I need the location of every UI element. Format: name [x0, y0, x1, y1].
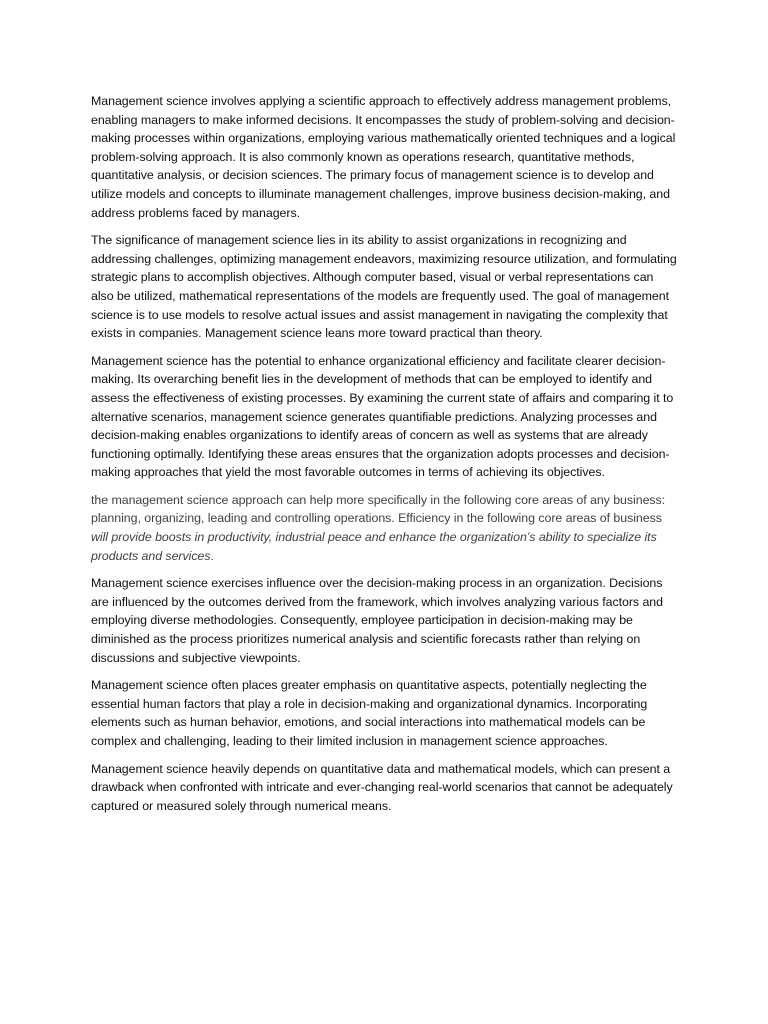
paragraph-core-areas	[91, 491, 679, 565]
paragraph-decision-influence: Management science exercises influence over the decision-making process in an organization. Decisions are influenced by the outcomes derived from the framework, which involves analyzing various factors and employing diverse methodologies. Consequently, employee participation in decision-making may be diminished as the process prioritizes numerical analysis and scientific forecasts rather than relying on discussions and subjective viewpoints.	[91, 576, 663, 665]
paragraph-quantitative-drawback: Management science heavily depends on quantitative data and mathematical models, which can present a drawback when confronted with intricate and ever-changing real-world scenarios that cannot be adequately captured or measured solely through numerical means.	[91, 761, 673, 813]
core-areas-tail: .	[210, 548, 214, 563]
paragraph-human-factors: Management science often places greater emphasis on quantitative aspects, potentially neglecting the essential human factors that play a role in decision-making and organizational dynamics. Incorporating elements such as human behavior, emotions, and social interactions into mathematical models can be complex and challenging, leading to their limited inclusion in management science approaches.	[91, 678, 648, 748]
core-areas-text: the management science approach can help more specifically in the following core areas of any business: planning, organizing, leading and controlling operations. Efficiency in the following core areas of business	[91, 492, 666, 526]
core-areas-emphasis: will provide boosts in productivity, industrial peace and enhance the organization’s ability to specialize its products and services	[91, 530, 657, 563]
paragraph-significance: The significance of management science lies in its ability to assist organizations in recognizing and addressing challenges, optimizing management endeavors, maximizing resource utilization, and formulating strategic plans to accomplish objectives. Although computer based, visual or verbal representations can also be utilized, mathematical representations of the models are frequently used. The goal of management science is to use models to resolve actual issues and assist management in navigating the complexity that exists in companies. Management science leans more toward practical than theory.	[91, 233, 677, 341]
paragraph-definition: Management science involves applying a scientific approach to effectively address management problems, enabling managers to make informed decisions. It encompasses the study of problem-solving and decision-making processes within organizations, employing various mathematically oriented techniques and a logical problem-solving approach. It is also commonly known as operations research, quantitative methods, quantitative analysis, or decision sciences. The primary focus of management science is to develop and utilize models and concepts to illuminate management challenges, improve business decision-making, and address problems faced by managers.	[91, 94, 676, 220]
paragraph-efficiency: Management science has the potential to enhance organizational efficiency and facilitate clearer decision-making. Its overarching benefit lies in the development of methods that can be employed to identify and assess the effectiveness of existing processes. By examining the current state of affairs and comparing it to alternative scenarios, management science generates quantifiable predictions. Analyzing processes and decision-making enables organizations to identify areas of concern as well as systems that are already functioning optimally. Identifying these areas ensures that the organization adopts processes and decision-making approaches that yield the most favorable outcomes in terms of achieving its objectives.	[91, 353, 674, 480]
document-page	[91, 92, 679, 824]
